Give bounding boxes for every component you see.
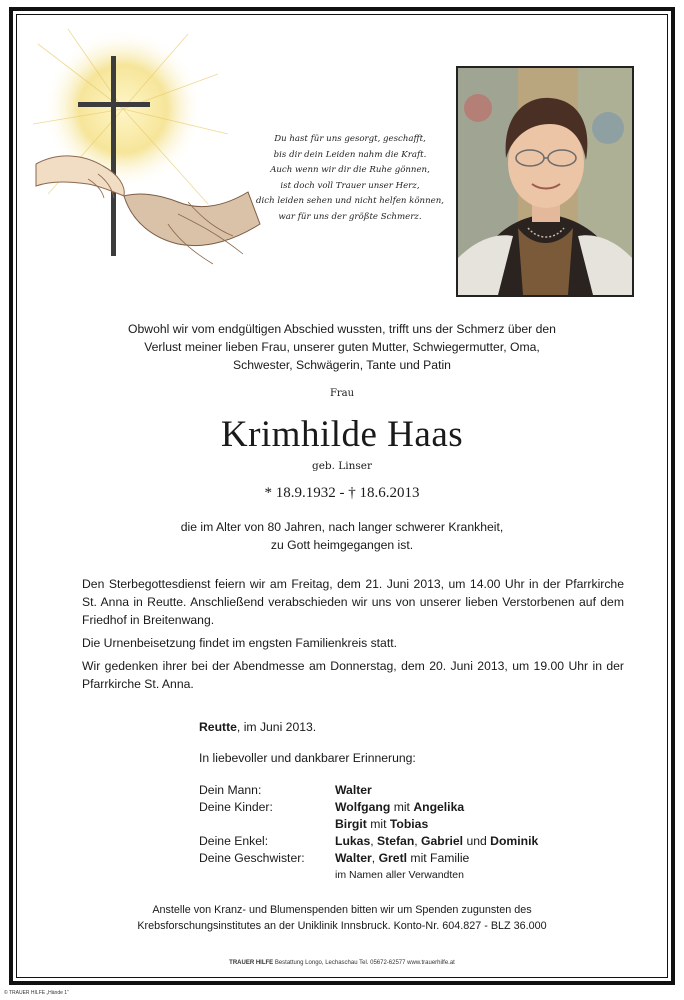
memorial-paragraph: Wir gedenken ihrer bei der Abendmesse am Donnerstag, dem 20. Juni 2013, um 19.00 Uhr in der Pfarrkirche St. Anna. [82, 659, 624, 691]
life-dates: * 18.9.1932 - † 18.6.2013 [264, 485, 420, 501]
cross-icon [111, 56, 116, 256]
footer-brand: TRAUER HILFE [229, 960, 274, 966]
poem-line: Du hast für uns gesorgt, geschafft, [274, 134, 426, 144]
family-row-children [199, 799, 538, 816]
deceased-name: Krimhilde Haas [220, 414, 464, 455]
age-text [0, 518, 684, 554]
poem-line: ist doch voll Trauer unser Herz, [280, 180, 420, 191]
poem-line: Auch wenn wir dir die Ruhe gönnen, [270, 165, 430, 175]
service-info [82, 575, 624, 698]
title-frau: Frau [329, 388, 355, 399]
family-label: Deine Kinder: [199, 800, 273, 814]
poem-line: bis dir dein Leiden nahm die Kraft. [273, 149, 427, 160]
copyright-note: © TRAUER HILFE „Hände 1“ [4, 990, 69, 996]
donation-note [0, 902, 684, 934]
poem-line: war für uns der größte Schmerz. [278, 211, 422, 222]
family-name: Birgit [335, 817, 367, 831]
signature-date: , im Juni 2013. [236, 720, 317, 734]
urn-paragraph: Die Urnenbeisetzung findet im engsten Familienkreis statt. [82, 636, 397, 650]
family-relatives: im Namen aller Verwandten [335, 869, 464, 881]
family-name: Wolfgang [335, 800, 391, 814]
family-label: Dein Mann: [199, 783, 262, 797]
family-name: Walter [335, 851, 372, 865]
family-name: Stefan [377, 834, 415, 848]
footer-imprint [0, 960, 684, 966]
thanks-line: In liebevoller und dankbarer Erinnerung: [199, 751, 416, 765]
family-name: Walter [335, 783, 372, 797]
family-connector: mit Familie [410, 851, 470, 865]
family-row-siblings: Deine Geschwister: Walter, Gretl mit Familie [199, 851, 470, 865]
family-name: Tobias [389, 817, 429, 831]
family-list [199, 782, 538, 884]
footer-text: Bestattung Longo, Lechaschau Tel. 05672-62577 www.trauerhilfe.at [273, 960, 455, 966]
family-name: Gabriel [421, 834, 464, 848]
family-connector: mit [370, 817, 387, 831]
intro-line: Obwohl wir vom endgültigen Abschied wussten, trifft uns der Schmerz über den [128, 322, 556, 336]
family-label: Deine Geschwister: [199, 851, 305, 865]
family-row-relatives [199, 867, 538, 884]
intro-line: Schwester, Schwägerin, Tante und Patin [233, 358, 451, 372]
intro-text [0, 320, 684, 374]
family-name: Lukas [335, 834, 371, 848]
portrait-photo [456, 66, 634, 297]
funeral-paragraph: Den Sterbegottesdienst feiern wir am Freitag, dem 21. Juni 2013, um 14.00 Uhr in der Pfarrkirche St. Anna in Reutte. Anschließend verabschieden wir uns von unserer lieben Verstorbenen auf dem Friedhof in Breitenwang. [82, 577, 624, 627]
family-label: Deine Enkel: [199, 834, 269, 848]
family-row-children-2 [199, 816, 538, 833]
age-line: zu Gott heimgegangen ist. [270, 538, 414, 552]
cross-hands-illustration [28, 24, 268, 274]
donation-line: Anstelle von Kranz- und Blumenspenden bitten wir um Spenden zugunsten des [152, 904, 532, 916]
family-name: Angelika [413, 800, 465, 814]
family-name: Dominik [490, 834, 539, 848]
family-connector: mit [393, 800, 410, 814]
family-row-husband [199, 782, 538, 799]
signature-place: Reutte [199, 720, 237, 734]
signature-line [199, 720, 316, 734]
age-line: die im Alter von 80 Jahren, nach langer schwerer Krankheit, [180, 520, 504, 534]
family-row-grandchildren: Deine Enkel: Lukas, Stefan, Gabriel und Dominik [199, 834, 539, 848]
intro-line: Verlust meiner lieben Frau, unserer guten Mutter, Schwiegermutter, Oma, [144, 340, 540, 354]
poem-line: dich leiden sehen und nicht helfen können, [256, 196, 444, 206]
donation-line: Krebsforschungsinstitutes an der Uniklinik Innsbruck. Konto-Nr. 604.827 - BLZ 36.000 [137, 920, 547, 932]
poem [250, 132, 450, 225]
family-name: Gretl [378, 851, 408, 865]
maiden-name: geb. Linser [311, 460, 373, 472]
family-connector: und [466, 834, 487, 848]
